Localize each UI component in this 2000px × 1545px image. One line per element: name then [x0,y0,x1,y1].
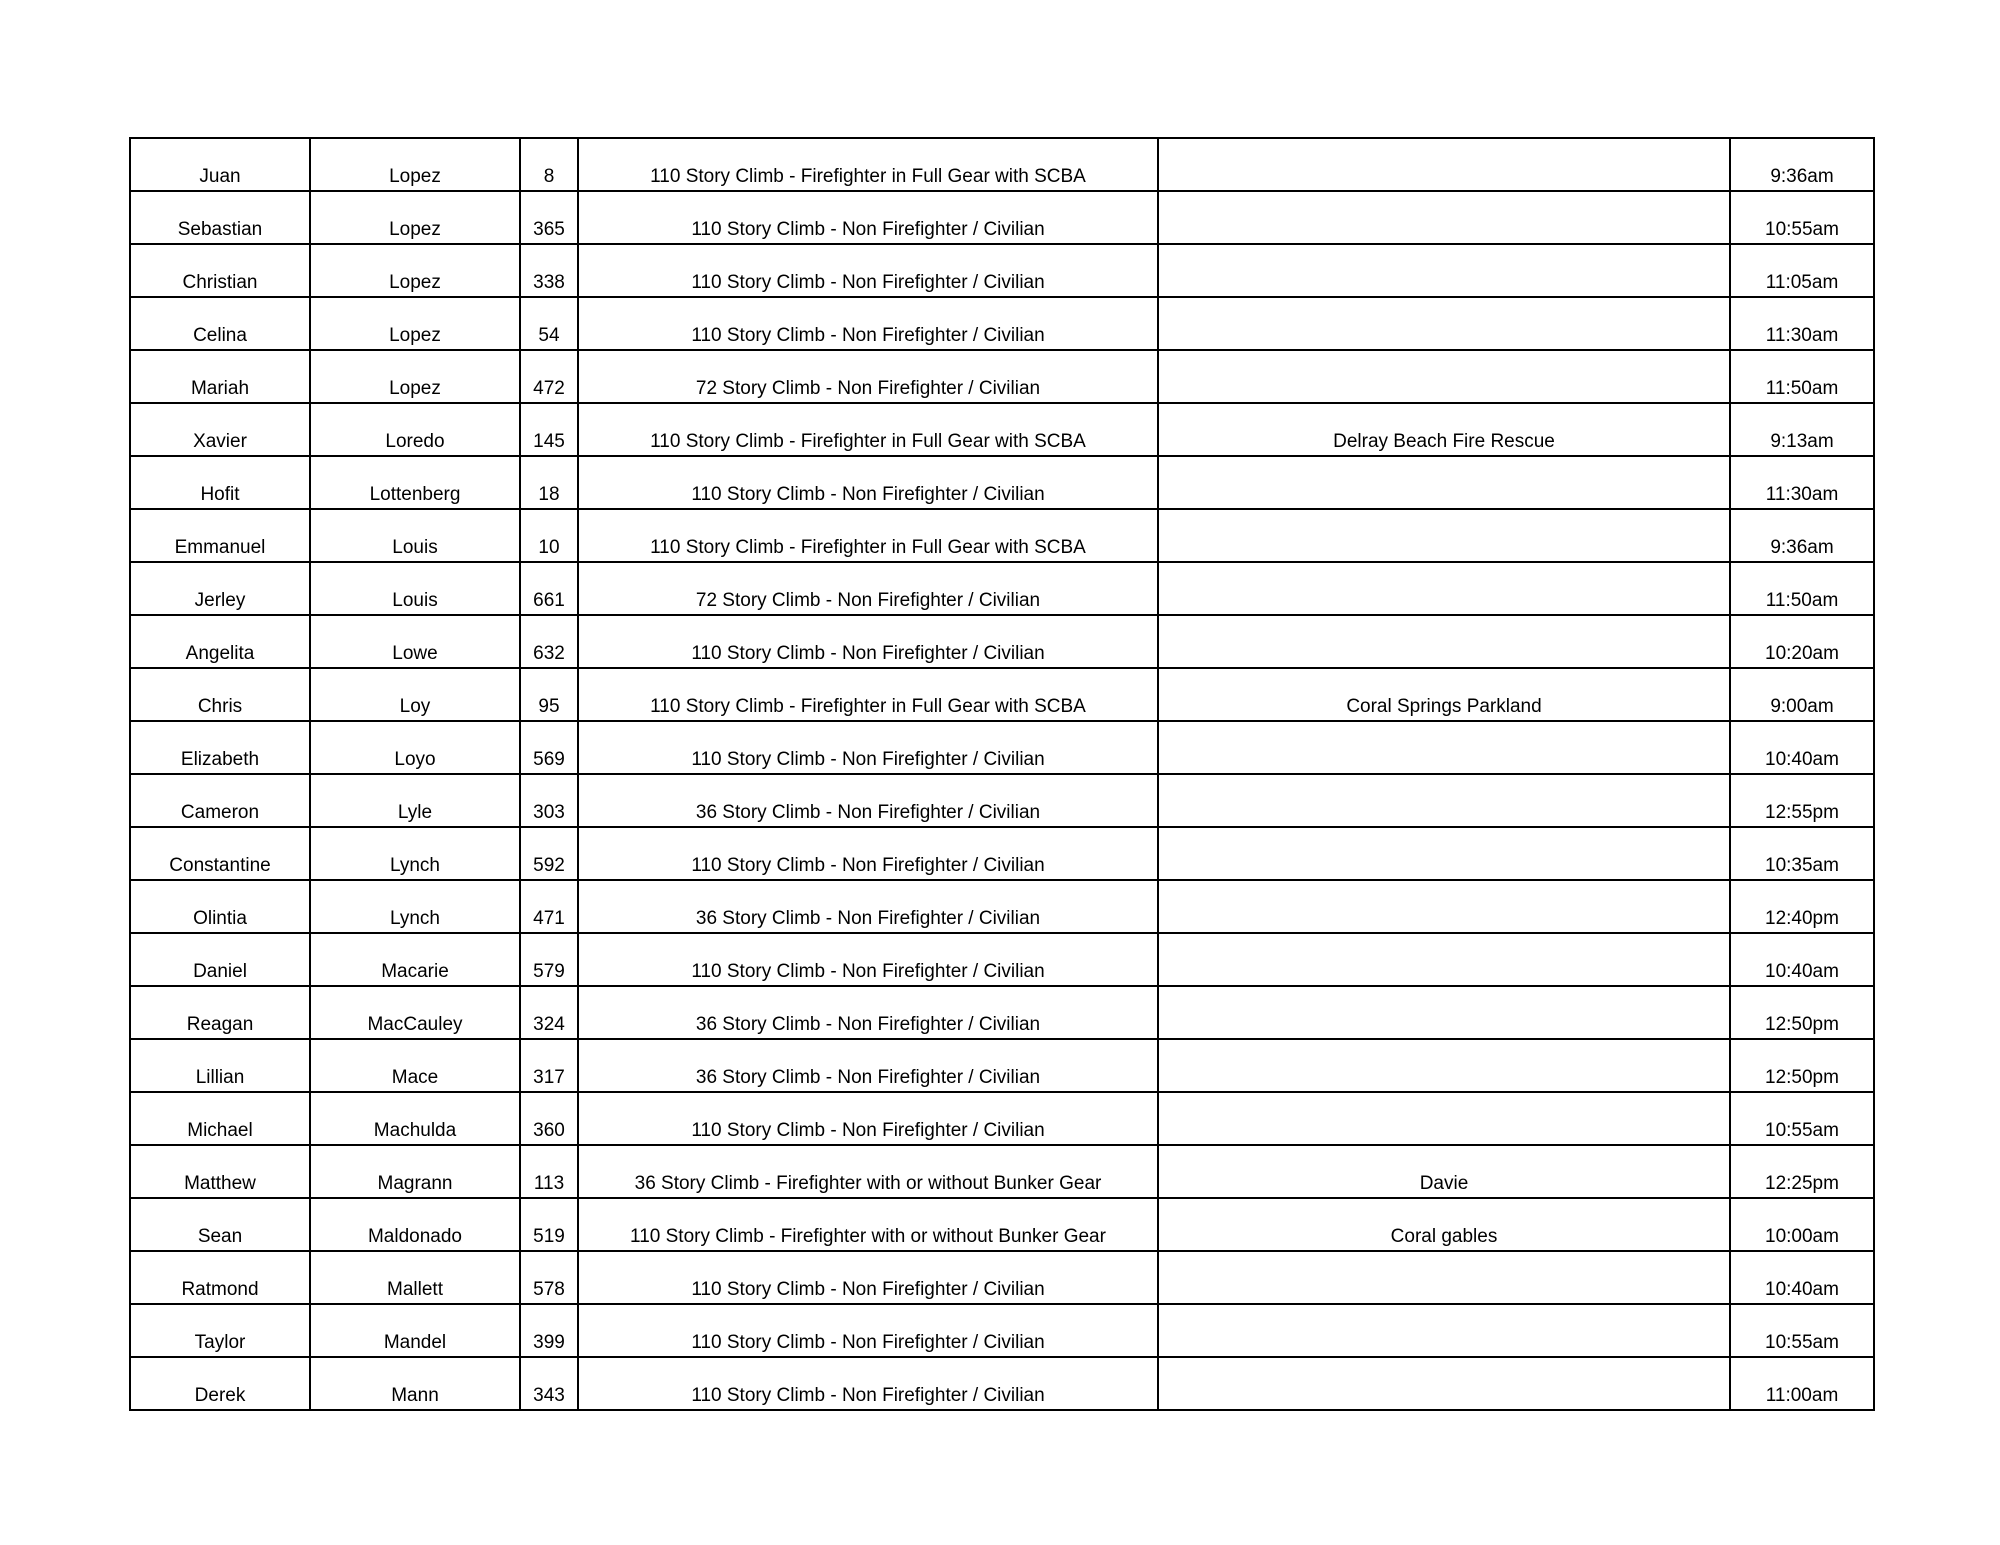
start-time-cell: 11:50am [1730,350,1874,403]
table-row [130,1304,1874,1357]
table-row [130,403,1874,456]
bib-number-cell: 54 [520,297,578,350]
table-row [130,509,1874,562]
table-row [130,244,1874,297]
first-name-cell: Ratmond [130,1251,310,1304]
table-row [130,615,1874,668]
start-time-cell: 12:40pm [1730,880,1874,933]
start-time-cell: 12:50pm [1730,1039,1874,1092]
first-name-cell: Celina [130,297,310,350]
first-name-cell: Mariah [130,350,310,403]
first-name-cell: Reagan [130,986,310,1039]
bib-number-cell: 519 [520,1198,578,1251]
first-name-cell: Cameron [130,774,310,827]
department-cell: Coral Springs Parkland [1158,668,1730,721]
event-cell: 72 Story Climb - Non Firefighter / Civilian [578,350,1158,403]
participant-table-body [130,138,1874,1410]
start-time-cell: 10:40am [1730,1251,1874,1304]
first-name-cell: Sebastian [130,191,310,244]
department-cell [1158,244,1730,297]
event-cell: 110 Story Climb - Firefighter in Full Gear with SCBA [578,403,1158,456]
event-cell: 36 Story Climb - Non Firefighter / Civilian [578,986,1158,1039]
first-name-cell: Xavier [130,403,310,456]
bib-number-cell: 338 [520,244,578,297]
department-cell [1158,774,1730,827]
event-cell: 110 Story Climb - Non Firefighter / Civilian [578,721,1158,774]
bib-number-cell: 399 [520,1304,578,1357]
bib-number-cell: 113 [520,1145,578,1198]
start-time-cell: 10:55am [1730,191,1874,244]
bib-number-cell: 579 [520,933,578,986]
start-time-cell: 10:35am [1730,827,1874,880]
bib-number-cell: 471 [520,880,578,933]
table-row [130,1198,1874,1251]
first-name-cell: Olintia [130,880,310,933]
last-name-cell: Lyle [310,774,520,827]
first-name-cell: Sean [130,1198,310,1251]
bib-number-cell: 18 [520,456,578,509]
start-time-cell: 12:55pm [1730,774,1874,827]
bib-number-cell: 343 [520,1357,578,1410]
first-name-cell: Taylor [130,1304,310,1357]
bib-number-cell: 303 [520,774,578,827]
event-cell: 110 Story Climb - Non Firefighter / Civilian [578,456,1158,509]
first-name-cell: Emmanuel [130,509,310,562]
start-time-cell: 9:36am [1730,509,1874,562]
bib-number-cell: 145 [520,403,578,456]
start-time-cell: 11:30am [1730,297,1874,350]
start-time-cell: 11:50am [1730,562,1874,615]
start-time-cell: 10:40am [1730,721,1874,774]
last-name-cell: Macarie [310,933,520,986]
department-cell [1158,1251,1730,1304]
first-name-cell: Lillian [130,1039,310,1092]
last-name-cell: Lowe [310,615,520,668]
last-name-cell: Loredo [310,403,520,456]
participant-table [129,137,1875,1411]
first-name-cell: Constantine [130,827,310,880]
start-time-cell: 11:05am [1730,244,1874,297]
first-name-cell: Christian [130,244,310,297]
department-cell [1158,562,1730,615]
event-cell: 36 Story Climb - Non Firefighter / Civilian [578,1039,1158,1092]
bib-number-cell: 472 [520,350,578,403]
event-cell: 72 Story Climb - Non Firefighter / Civilian [578,562,1158,615]
start-time-cell: 11:00am [1730,1357,1874,1410]
first-name-cell: Hofit [130,456,310,509]
table-row [130,1251,1874,1304]
table-row [130,1092,1874,1145]
department-cell: Davie [1158,1145,1730,1198]
last-name-cell: Mandel [310,1304,520,1357]
last-name-cell: Lopez [310,191,520,244]
department-cell [1158,297,1730,350]
event-cell: 110 Story Climb - Non Firefighter / Civilian [578,1357,1158,1410]
department-cell [1158,1092,1730,1145]
last-name-cell: Lopez [310,244,520,297]
last-name-cell: Mann [310,1357,520,1410]
department-cell [1158,509,1730,562]
start-time-cell: 9:00am [1730,668,1874,721]
last-name-cell: Mallett [310,1251,520,1304]
first-name-cell: Chris [130,668,310,721]
event-cell: 110 Story Climb - Non Firefighter / Civilian [578,1251,1158,1304]
start-time-cell: 12:25pm [1730,1145,1874,1198]
department-cell [1158,880,1730,933]
department-cell [1158,1039,1730,1092]
department-cell [1158,350,1730,403]
table-row [130,880,1874,933]
table-row [130,1357,1874,1410]
table-row [130,986,1874,1039]
last-name-cell: MacCauley [310,986,520,1039]
bib-number-cell: 317 [520,1039,578,1092]
last-name-cell: Lopez [310,297,520,350]
table-row [130,1039,1874,1092]
event-cell: 110 Story Climb - Non Firefighter / Civilian [578,191,1158,244]
start-time-cell: 10:55am [1730,1304,1874,1357]
table-row [130,933,1874,986]
bib-number-cell: 632 [520,615,578,668]
last-name-cell: Louis [310,509,520,562]
start-time-cell: 11:30am [1730,456,1874,509]
department-cell [1158,456,1730,509]
bib-number-cell: 661 [520,562,578,615]
first-name-cell: Juan [130,138,310,191]
last-name-cell: Louis [310,562,520,615]
bib-number-cell: 360 [520,1092,578,1145]
table-row [130,774,1874,827]
last-name-cell: Lottenberg [310,456,520,509]
table-row [130,562,1874,615]
table-row [130,668,1874,721]
start-time-cell: 12:50pm [1730,986,1874,1039]
first-name-cell: Matthew [130,1145,310,1198]
last-name-cell: Lopez [310,138,520,191]
department-cell [1158,615,1730,668]
table-row [130,456,1874,509]
event-cell: 110 Story Climb - Non Firefighter / Civilian [578,827,1158,880]
bib-number-cell: 8 [520,138,578,191]
last-name-cell: Mace [310,1039,520,1092]
bib-number-cell: 95 [520,668,578,721]
bib-number-cell: 569 [520,721,578,774]
first-name-cell: Derek [130,1357,310,1410]
table-row [130,350,1874,403]
bib-number-cell: 592 [520,827,578,880]
department-cell [1158,1304,1730,1357]
last-name-cell: Loy [310,668,520,721]
department-cell [1158,138,1730,191]
event-cell: 110 Story Climb - Non Firefighter / Civilian [578,1092,1158,1145]
last-name-cell: Maldonado [310,1198,520,1251]
start-time-cell: 9:36am [1730,138,1874,191]
bib-number-cell: 578 [520,1251,578,1304]
table-row [130,191,1874,244]
last-name-cell: Lynch [310,880,520,933]
start-time-cell: 10:40am [1730,933,1874,986]
first-name-cell: Jerley [130,562,310,615]
department-cell: Delray Beach Fire Rescue [1158,403,1730,456]
event-cell: 110 Story Climb - Non Firefighter / Civilian [578,933,1158,986]
event-cell: 110 Story Climb - Firefighter in Full Gear with SCBA [578,668,1158,721]
table-row [130,297,1874,350]
department-cell [1158,933,1730,986]
bib-number-cell: 324 [520,986,578,1039]
event-cell: 110 Story Climb - Non Firefighter / Civilian [578,297,1158,350]
department-cell [1158,827,1730,880]
first-name-cell: Michael [130,1092,310,1145]
last-name-cell: Lopez [310,350,520,403]
event-cell: 36 Story Climb - Non Firefighter / Civilian [578,774,1158,827]
last-name-cell: Loyo [310,721,520,774]
table-row [130,721,1874,774]
table-row [130,827,1874,880]
event-cell: 110 Story Climb - Firefighter in Full Gear with SCBA [578,138,1158,191]
department-cell [1158,986,1730,1039]
start-time-cell: 10:00am [1730,1198,1874,1251]
start-time-cell: 9:13am [1730,403,1874,456]
event-cell: 110 Story Climb - Firefighter in Full Gear with SCBA [578,509,1158,562]
bib-number-cell: 10 [520,509,578,562]
event-cell: 36 Story Climb - Firefighter with or without Bunker Gear [578,1145,1158,1198]
bib-number-cell: 365 [520,191,578,244]
department-cell: Coral gables [1158,1198,1730,1251]
last-name-cell: Machulda [310,1092,520,1145]
event-cell: 110 Story Climb - Non Firefighter / Civilian [578,244,1158,297]
first-name-cell: Elizabeth [130,721,310,774]
department-cell [1158,721,1730,774]
table-row [130,1145,1874,1198]
first-name-cell: Daniel [130,933,310,986]
department-cell [1158,1357,1730,1410]
event-cell: 110 Story Climb - Firefighter with or without Bunker Gear [578,1198,1158,1251]
last-name-cell: Magrann [310,1145,520,1198]
first-name-cell: Angelita [130,615,310,668]
last-name-cell: Lynch [310,827,520,880]
event-cell: 110 Story Climb - Non Firefighter / Civilian [578,1304,1158,1357]
start-time-cell: 10:55am [1730,1092,1874,1145]
event-cell: 36 Story Climb - Non Firefighter / Civilian [578,880,1158,933]
start-time-cell: 10:20am [1730,615,1874,668]
event-cell: 110 Story Climb - Non Firefighter / Civilian [578,615,1158,668]
table-row [130,138,1874,191]
department-cell [1158,191,1730,244]
